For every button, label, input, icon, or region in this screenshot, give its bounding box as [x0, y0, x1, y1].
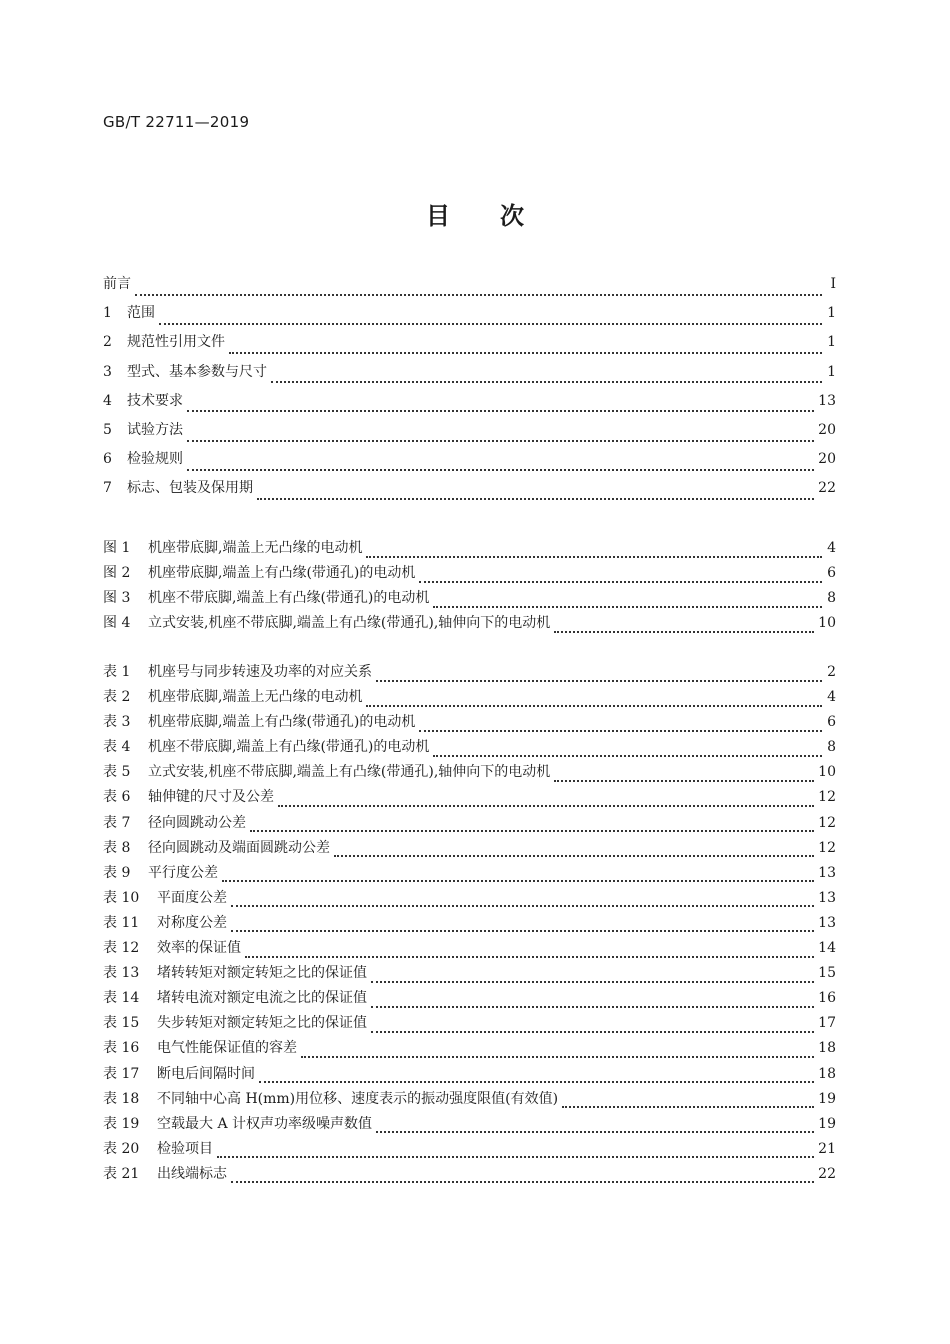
page-title	[0, 196, 950, 231]
toc-table-entry-number: 表 4	[103, 739, 131, 756]
toc-table-entry-page-number: 19	[818, 1090, 836, 1107]
toc-table-entry-page-number: 18	[818, 1040, 836, 1057]
toc-figure-entry-number: 图 3	[103, 590, 131, 606]
toc-chapter-entry-number: 4	[103, 392, 112, 409]
toc-table-entry-page-number: 18	[818, 1065, 836, 1082]
toc-chapter-entry-number: 2	[103, 334, 112, 351]
dot-leader	[376, 680, 822, 682]
toc-table-entry-page-number: 12	[818, 789, 836, 806]
toc-table-entry-label: 效率的保证值	[157, 940, 241, 957]
toc-table-entry[interactable]	[103, 1092, 836, 1117]
toc-chapter-entry-number: 6	[103, 451, 112, 468]
toc-table-entry-number: 表 1	[103, 664, 131, 680]
toc-table-entry-label: 机座不带底脚,端盖上有凸缘(带通孔)的电动机	[148, 739, 430, 756]
standard-code: GB/T 22711—2019	[103, 113, 250, 131]
dot-leader	[231, 905, 814, 907]
dot-leader	[371, 1031, 814, 1033]
toc-chapter-entry-label: 标志、包装及保用期	[127, 480, 253, 497]
toc-table-entry[interactable]	[103, 690, 836, 715]
toc-chapter-entry[interactable]	[103, 306, 836, 335]
dot-leader	[187, 440, 814, 442]
toc-table-entry[interactable]	[103, 1067, 836, 1092]
toc-table-entry-number: 表 6	[103, 789, 131, 806]
toc-table-entry-label: 轴伸键的尺寸及公差	[148, 789, 274, 806]
toc-table-entry-label: 平面度公差	[157, 889, 227, 906]
toc-table-entry[interactable]	[103, 841, 836, 866]
toc-chapter-entry-number: 1	[103, 305, 112, 322]
dot-leader	[433, 606, 822, 608]
toc-figure-entry-page-number: 6	[827, 565, 836, 581]
toc-figure-entry[interactable]	[103, 591, 836, 616]
toc-table-entry[interactable]	[103, 1016, 836, 1041]
toc-table-entry-label: 断电后间隔时间	[157, 1065, 255, 1082]
toc-table-entry-number: 表 3	[103, 714, 131, 731]
toc-figure-entry-page-number: 8	[827, 590, 836, 606]
toc-table-entry-number: 表 14	[103, 990, 140, 1007]
toc-table-entry-number: 表 19	[103, 1115, 140, 1132]
toc-chapter-entry[interactable]	[103, 335, 836, 364]
toc-chapter-entry-page-number: 20	[818, 421, 836, 438]
toc-figure-entry[interactable]	[103, 541, 836, 566]
toc-chapter-entry[interactable]	[103, 365, 836, 394]
dot-leader	[419, 581, 822, 583]
dot-leader	[433, 755, 822, 757]
toc-table-entry-page-number: 8	[827, 739, 836, 756]
page-title-char-1: 目	[426, 202, 450, 230]
toc-table-entry-number: 表 17	[103, 1065, 140, 1082]
toc-table-entry[interactable]	[103, 916, 836, 941]
toc-table-entry-page-number: 4	[827, 689, 836, 706]
toc-chapter-entry-page-number: 1	[827, 305, 836, 322]
toc-chapter-entry-label: 范围	[127, 305, 155, 322]
toc-figure-entry-label: 立式安装,机座不带底脚,端盖上有凸缘(带通孔),轴伸向下的电动机	[148, 615, 551, 631]
dot-leader	[366, 556, 822, 558]
dot-leader	[376, 1131, 814, 1133]
toc-table-entry-label: 机座带底脚,端盖上有凸缘(带通孔)的电动机	[148, 714, 416, 731]
toc-table-entry-number: 表 7	[103, 814, 131, 831]
toc-table-entry[interactable]	[103, 1142, 836, 1167]
toc-chapter-entry-page-number: 22	[818, 480, 836, 497]
toc-table-entry-page-number: 12	[818, 839, 836, 856]
toc-table-entry-page-number: 22	[818, 1165, 836, 1182]
dot-leader	[371, 981, 814, 983]
toc-figure-entry-label: 机座带底脚,端盖上有凸缘(带通孔)的电动机	[148, 565, 416, 581]
toc-table-entry-page-number: 13	[818, 864, 836, 881]
dot-leader	[554, 780, 814, 782]
dot-leader	[229, 352, 822, 354]
dot-leader	[419, 730, 822, 732]
dot-leader	[278, 805, 814, 807]
dot-leader	[245, 956, 814, 958]
toc-figure-entry-number: 图 4	[103, 615, 131, 631]
toc-table-entry-number: 表 12	[103, 940, 140, 957]
toc-table-entry-page-number: 13	[818, 889, 836, 906]
toc-figure-entry[interactable]	[103, 566, 836, 591]
dot-leader	[301, 1056, 814, 1058]
toc-figures	[103, 541, 836, 641]
toc-table-entry-number: 表 9	[103, 864, 131, 881]
toc-table-entry[interactable]	[103, 891, 836, 916]
toc-table-entry-number: 表 21	[103, 1165, 140, 1182]
toc-table-entry-label: 平行度公差	[148, 864, 218, 881]
toc-table-entry-label: 堵转转矩对额定转矩之比的保证值	[157, 965, 367, 982]
toc-table-entry-number: 表 8	[103, 839, 131, 856]
toc-chapter-entry[interactable]	[103, 394, 836, 423]
dot-leader	[159, 323, 822, 325]
toc-table-entry-page-number: 15	[818, 965, 836, 982]
toc-table-entry-page-number: 13	[818, 914, 836, 931]
toc-figure-entry-number: 图 2	[103, 565, 131, 581]
toc-table-entry-number: 表 20	[103, 1140, 140, 1157]
dot-leader	[187, 410, 814, 412]
toc-table-entry-number: 表 15	[103, 1015, 140, 1032]
toc-chapter-entry-page-number: 1	[827, 334, 836, 351]
toc-chapter-entry-number: 5	[103, 421, 112, 438]
toc-table-entry-label: 立式安装,机座不带底脚,端盖上有凸缘(带通孔),轴伸向下的电动机	[148, 764, 551, 781]
dot-leader	[554, 631, 814, 633]
dot-leader	[231, 1181, 814, 1183]
toc-table-entry-label: 空载最大 A 计权声功率级噪声数值	[157, 1115, 373, 1132]
toc-table-entry-label: 堵转电流对额定电流之比的保证值	[157, 990, 367, 1007]
toc-table-entry[interactable]	[103, 991, 836, 1016]
toc-table-entry-number: 表 18	[103, 1090, 140, 1107]
toc-chapter-entry-number: 3	[103, 363, 112, 380]
toc-figure-entry-number: 图 1	[103, 540, 131, 556]
toc-table-entry-label: 出线端标志	[157, 1165, 227, 1182]
toc-figure-entry-label: 机座不带底脚,端盖上有凸缘(带通孔)的电动机	[148, 590, 430, 606]
dot-leader	[135, 294, 822, 296]
toc-table-entry-number: 表 2	[103, 689, 131, 706]
toc-table-entry-page-number: 21	[818, 1140, 836, 1157]
dot-leader	[231, 930, 814, 932]
toc-table-entry[interactable]	[103, 1117, 836, 1142]
toc-table-entry-label: 电气性能保证值的容差	[157, 1040, 297, 1057]
toc-table-entry[interactable]	[103, 740, 836, 765]
toc-table-entry-label: 对称度公差	[157, 914, 227, 931]
toc-table-entry-page-number: 2	[827, 664, 836, 680]
toc-table-entry-page-number: 10	[818, 764, 836, 781]
toc-table-entry-label: 检验项目	[157, 1140, 213, 1157]
dot-leader	[217, 1156, 814, 1158]
toc-table-entry[interactable]	[103, 665, 836, 690]
toc-chapter-entry[interactable]	[103, 452, 836, 481]
toc-chapter-entry-label: 规范性引用文件	[127, 334, 225, 351]
dot-leader	[222, 880, 814, 882]
dot-leader	[562, 1106, 814, 1108]
toc-table-entry[interactable]	[103, 765, 836, 790]
toc-table-entry-label: 机座带底脚,端盖上无凸缘的电动机	[148, 689, 363, 706]
toc-table-entry-label: 失步转矩对额定转矩之比的保证值	[157, 1015, 367, 1032]
dot-leader	[371, 1006, 814, 1008]
toc-table-entry-page-number: 12	[818, 814, 836, 831]
toc-figure-entry[interactable]	[103, 616, 836, 641]
toc-chapter-entry-page-number: 13	[818, 392, 836, 409]
toc-table-entry[interactable]	[103, 866, 836, 891]
dot-leader	[187, 469, 814, 471]
toc-table-entry-page-number: 16	[818, 990, 836, 1007]
dot-leader	[257, 498, 814, 500]
toc-table-entry[interactable]	[103, 790, 836, 815]
toc-chapter-entry[interactable]	[103, 423, 836, 452]
toc-figure-entry-page-number: 4	[827, 540, 836, 556]
dot-leader	[366, 705, 822, 707]
dot-leader	[271, 381, 822, 383]
toc-chapters	[103, 277, 836, 511]
toc-figure-entry-label: 机座带底脚,端盖上无凸缘的电动机	[148, 540, 363, 556]
toc-chapter-entry-page-number: 20	[818, 451, 836, 468]
toc-table-entry[interactable]	[103, 941, 836, 966]
toc-table-entry-label: 不同轴中心高 H(mm)用位移、速度表示的振动强度限值(有效值)	[157, 1090, 559, 1107]
toc-table-entry-number: 表 10	[103, 889, 140, 906]
toc-table-entry-number: 表 13	[103, 965, 140, 982]
dot-leader	[259, 1081, 814, 1083]
toc-table-entry-label: 机座号与同步转速及功率的对应关系	[148, 664, 372, 680]
toc-table-entry-page-number: 6	[827, 714, 836, 731]
toc-chapter-entry-number: 7	[103, 480, 112, 497]
toc-table-entry[interactable]	[103, 1041, 836, 1066]
toc-table-entry-label: 径向圆跳动公差	[148, 814, 246, 831]
toc-table-entry-label: 径向圆跳动及端面圆跳动公差	[148, 839, 330, 856]
toc-table-entry-page-number: 14	[818, 940, 836, 957]
toc-table-entry-page-number: 17	[818, 1015, 836, 1032]
toc-tables	[103, 665, 836, 1192]
toc-chapter-entry-label: 型式、基本参数与尺寸	[127, 363, 267, 380]
toc-table-entry[interactable]	[103, 715, 836, 740]
toc-chapter-entry-label: 前言	[103, 276, 131, 292]
toc-chapter-entry-label: 技术要求	[127, 392, 183, 409]
page-title-char-2: 次	[500, 202, 524, 230]
toc-chapter-entry-label: 试验方法	[127, 421, 183, 438]
toc-table-entry-page-number: 19	[818, 1115, 836, 1132]
toc-chapter-entry-page-number: Ⅰ	[830, 276, 836, 292]
toc-chapter-entry[interactable]	[103, 481, 836, 510]
toc-table-entry-number: 表 5	[103, 764, 131, 781]
dot-leader	[334, 855, 814, 857]
toc-chapter-entry[interactable]	[103, 277, 836, 306]
dot-leader	[250, 830, 814, 832]
toc-table-entry[interactable]	[103, 966, 836, 991]
toc-chapter-entry-label: 检验规则	[127, 451, 183, 468]
toc-table-entry-number: 表 11	[103, 914, 140, 931]
toc-table-entry[interactable]	[103, 816, 836, 841]
toc-figure-entry-page-number: 10	[818, 615, 836, 631]
toc-table-entry[interactable]	[103, 1167, 836, 1192]
toc-table-entry-number: 表 16	[103, 1040, 140, 1057]
toc-chapter-entry-page-number: 1	[827, 363, 836, 380]
